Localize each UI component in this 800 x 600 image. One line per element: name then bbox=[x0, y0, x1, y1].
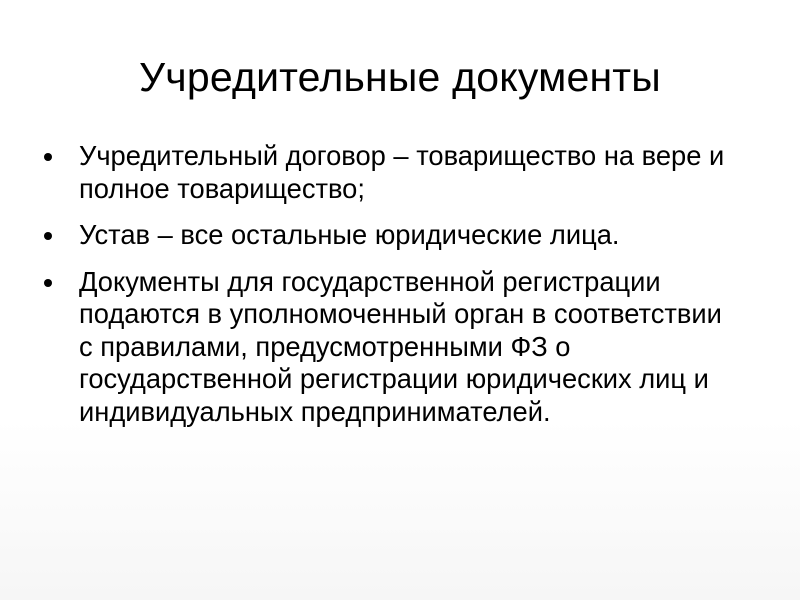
bullet-list bbox=[40, 140, 740, 442]
bullet-text: Документы для государственной регистрации подаются в уполномоченный орган в соответствии с правилами, предусмотренными ФЗ о государственной регистрации юридических лиц и индивидуальных предпринимателей. bbox=[79, 265, 722, 427]
bullet-dot-icon bbox=[44, 153, 52, 161]
bullet-dot-icon bbox=[44, 232, 52, 240]
bullet-item bbox=[40, 140, 740, 205]
bullet-text: Учредительный договор – товарищество на вере и полное товарищество; bbox=[79, 140, 725, 204]
bullet-text: Устав – все остальные юридические лица. bbox=[79, 219, 620, 250]
slide-title: Учредительные документы bbox=[139, 54, 661, 100]
bullet-item bbox=[40, 219, 740, 252]
bullet-dot-icon bbox=[44, 279, 52, 287]
bullet-item bbox=[40, 266, 740, 429]
